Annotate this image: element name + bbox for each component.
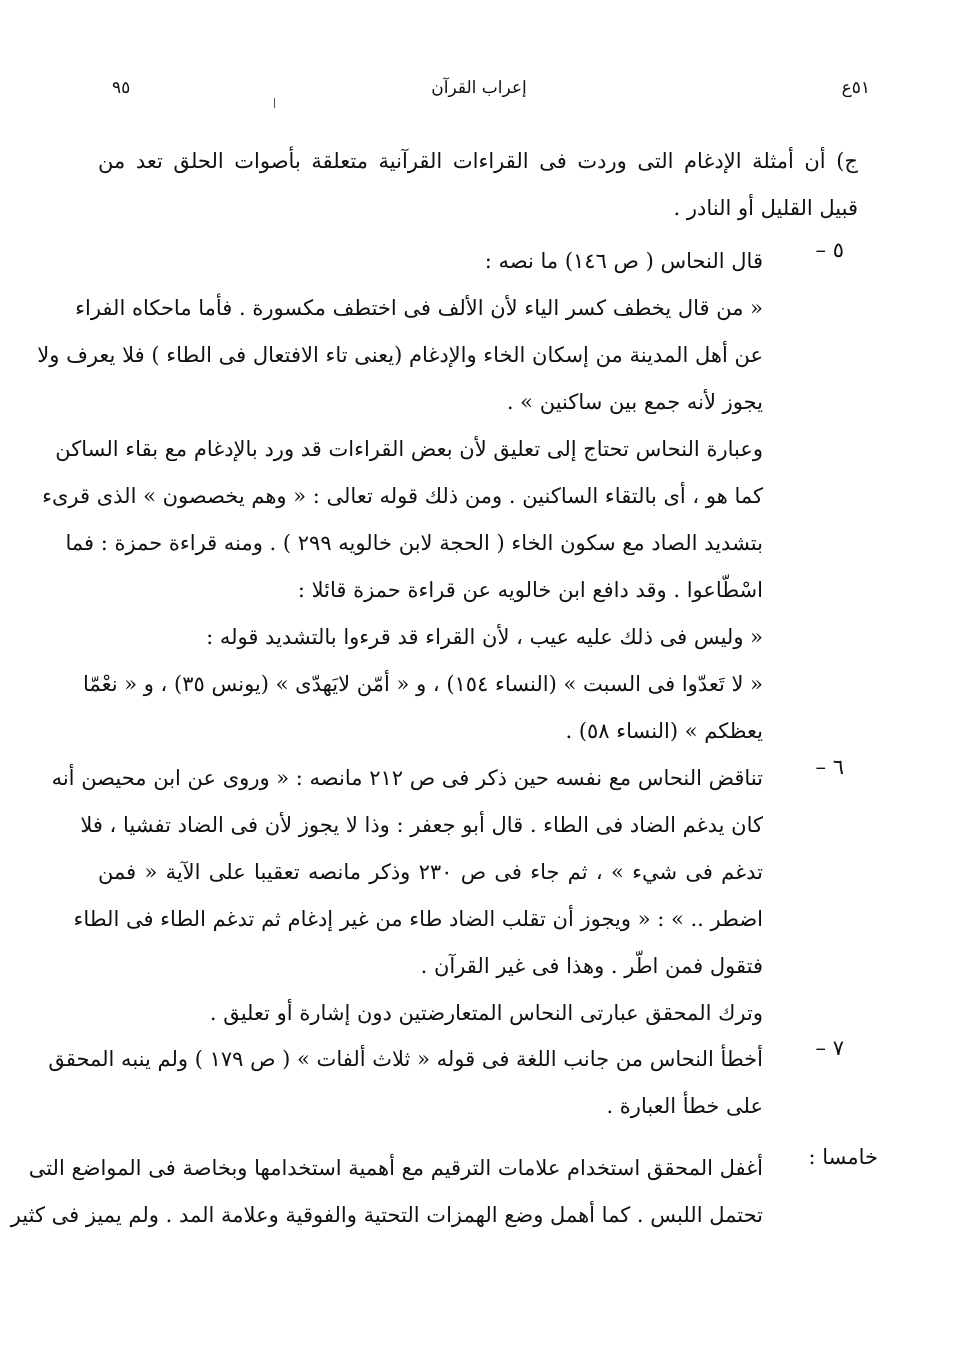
text-line: قبيل القليل أو النادر .	[673, 196, 858, 220]
header-mark	[274, 98, 275, 108]
text-line: فتقول فمن اطّر . وهذا فى غير القرآن .	[420, 954, 763, 978]
item6-body	[51, 755, 763, 1037]
page-number: ٩٥	[112, 78, 131, 98]
text-line: تناقض النحاس مع نفسه حين ذكر فى ص ٢١٢ مانصه : « وروى عن ابن محيصن أنه	[51, 766, 763, 790]
text-line: عن أهل المدينة من إسكان الخاء والإدغام (يعنى تاء الافتعال فى الطاء ) فلا يعرف ولا	[37, 343, 763, 367]
text-line: وعبارة النحاس تحتاج إلى تعليق لأن بعض القراءات قد ورد بالإدغام مع بقاء الساكن	[55, 437, 763, 461]
text-line: « لا تَعدّوا فى السبت » (النساء ١٥٤) ، و « أمّن لايَهدّى » (يونس ٣٥) ، و « نعْمّا	[83, 672, 763, 696]
text-line: اسْطّاعوا . وقد دافع ابن خالويه عن قراءة حمزة قائلا :	[297, 578, 763, 602]
text-line: « وليس فى ذلك عليه عيب ، لأن القراء قد قرءوا بالتشديد قوله :	[206, 625, 763, 649]
text-line: أخطأ النحاس من جانب اللغة فى قوله « ثلاث ألفات » ( ص ١٧٩ ) ولم ينبه المحقق	[48, 1047, 763, 1071]
item7-body	[48, 1036, 763, 1130]
intro-paragraph	[98, 138, 858, 232]
text-line: كان يدغم الضاد فى الطاء . قال أبو جعفر : وذا لا يجوز لأن فى الضاد تفشيا ، فلا	[80, 813, 763, 837]
fifth-body	[10, 1145, 763, 1239]
text-line: على خطأ العبارة .	[606, 1094, 763, 1118]
running-title: إعراب القرآن	[431, 78, 527, 98]
text-line: قال النحاس ( ص ١٤٦) ما نصه :	[484, 249, 763, 273]
text-line: اضطر .. » : « ويجوز أن تقلب الضاد طاء من غير إدغام ثم تدغم الطاء فى الطاء	[73, 907, 763, 931]
text-line: ج) أن أمثلة الإدغام التى وردت فى القراءات القرآنية متعلقة بأصوات الحلق تعد من	[98, 149, 858, 173]
item5-body	[37, 285, 763, 755]
text-line: أغفل المحقق استخدام علامات الترقيم مع أهمية استخدامها وبخاصة فى المواضع التى	[28, 1156, 763, 1180]
text-line: بتشديد الصاد مع سكون الخاء ( الحجة لابن خالويه ٢٩٩ ) . ومنه قراءة حمزة : فما	[65, 531, 763, 555]
text-line: كما هو ، أى بالتقاء الساكنين . ومن ذلك قوله تعالى : « وهم يخصصون » الذى قرىء	[42, 484, 763, 508]
text-line: تحتمل اللبس . كما أهمل وضع الهمزات التحتية والفوقية وعلامة المد . ولم يميز فى كثير	[10, 1203, 763, 1227]
text-line: « من قال يخطف كسر الياء لأن الألف فى اختطف مكسورة . فأما ماحكاه الفراء	[75, 296, 763, 320]
text-line: وترك المحقق عبارتى النحاس المتعارضتين دون إشارة أو تعليق .	[209, 1001, 763, 1025]
text-line: تدغم فى شيء » ، ثم جاء فى ص ٢٣٠ وذكر مانصه تعقيبا على الآية « فمن	[98, 860, 763, 884]
page-header	[0, 78, 958, 108]
text-line: يجوز لأنه جمع بين ساكنين » .	[506, 390, 763, 414]
item-marker: ٦ –	[815, 755, 844, 779]
item-marker: ٥ –	[815, 238, 844, 262]
section-marker: خامسا :	[808, 1145, 878, 1169]
page-code: ٥١ع	[841, 78, 870, 98]
item5-first-line	[98, 238, 763, 285]
text-line: يعظكم » (النساء ٥٨) .	[565, 719, 763, 743]
item-marker: ٧ –	[815, 1036, 844, 1060]
